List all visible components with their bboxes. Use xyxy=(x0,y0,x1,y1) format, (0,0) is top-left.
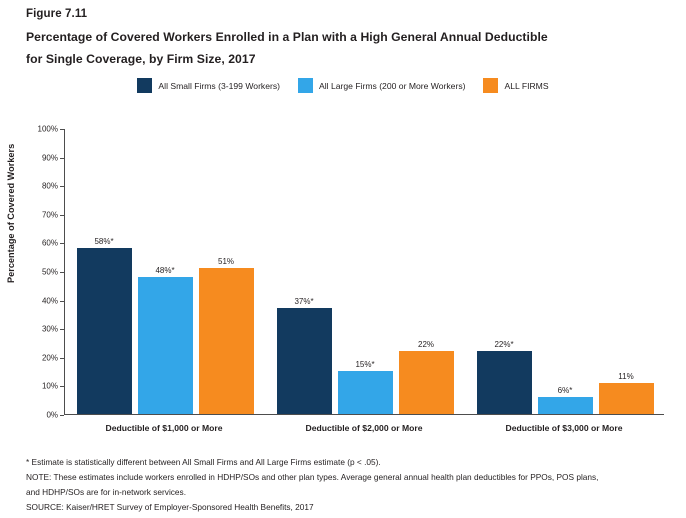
figure-notes xyxy=(26,455,666,515)
note-line-0: * Estimate is statistically different between All Small Firms and All Large Firms estimate (p < .05). xyxy=(26,457,381,467)
bar xyxy=(138,277,193,414)
bar-value-label: 48%* xyxy=(155,265,175,275)
bar xyxy=(338,371,393,414)
y-tick-mark xyxy=(60,186,64,187)
note-line-2: and HDHP/SOs are for in-network services. xyxy=(26,487,186,497)
bar-value-label: 22% xyxy=(417,340,435,350)
note-line-3: SOURCE: Kaiser/HRET Survey of Employer-Sponsored Health Benefits, 2017 xyxy=(26,502,314,512)
legend-swatch-large-firms xyxy=(298,78,313,93)
legend-label-all-firms: ALL FIRMS xyxy=(504,80,549,91)
figure-title-line-2: for Single Coverage, by Firm Size, 2017 xyxy=(26,52,256,66)
bar xyxy=(77,248,132,414)
y-tick-mark xyxy=(60,215,64,216)
legend-swatch-all-firms xyxy=(483,78,498,93)
bar xyxy=(477,351,532,414)
legend-item-all-firms xyxy=(483,78,548,93)
bar-value-label: 51% xyxy=(217,257,235,267)
y-tick-label: 20% xyxy=(41,353,58,363)
bar xyxy=(538,397,593,414)
y-tick-label: 80% xyxy=(41,181,58,191)
bar-value-label: 22%* xyxy=(494,340,514,350)
chart-legend xyxy=(0,78,686,93)
plot-canvas xyxy=(64,129,664,415)
y-tick-mark xyxy=(60,272,64,273)
y-tick-label: 90% xyxy=(41,153,58,163)
y-tick-mark xyxy=(60,415,64,416)
bar xyxy=(599,383,654,414)
bar-value-label: 15%* xyxy=(355,360,375,370)
bar-container xyxy=(65,129,664,414)
chart-plot-area xyxy=(0,105,686,435)
y-tick-label: 30% xyxy=(41,324,58,334)
y-tick-mark xyxy=(60,301,64,302)
x-axis-category-label: Deductible of $3,000 or More xyxy=(505,423,623,433)
y-tick-label: 10% xyxy=(41,381,58,391)
bar-value-label: 58%* xyxy=(94,237,114,247)
bar xyxy=(199,268,254,414)
legend-swatch-small-firms xyxy=(137,78,152,93)
legend-label-large-firms: All Large Firms (200 or More Workers) xyxy=(319,80,466,91)
y-tick-mark xyxy=(60,243,64,244)
axis-area xyxy=(37,124,664,433)
y-tick-label: 0% xyxy=(46,410,58,420)
y-tick-mark xyxy=(60,358,64,359)
figure-number: Figure 7.11 xyxy=(26,8,88,20)
y-tick-label: 50% xyxy=(41,267,58,277)
y-tick-label: 40% xyxy=(41,296,58,306)
bar xyxy=(277,308,332,414)
y-tick-mark xyxy=(60,386,64,387)
note-line-1: NOTE: These estimates include workers enrolled in HDHP/SOs and other plan types. Average general annual health plan deductibles for PPOs, POS plans, xyxy=(26,472,599,482)
y-tick-mark xyxy=(60,129,64,130)
figure-title-line-1: Percentage of Covered Workers Enrolled in a Plan with a High General Annual Deductible xyxy=(26,30,548,44)
y-tick-label: 70% xyxy=(41,210,58,220)
y-axis-label: Percentage of Covered Workers xyxy=(6,143,16,283)
x-axis-category-label: Deductible of $1,000 or More xyxy=(105,423,223,433)
y-tick-label: 60% xyxy=(41,238,58,248)
bar xyxy=(399,351,454,414)
y-tick-label: 100% xyxy=(37,124,58,134)
y-tick-mark xyxy=(60,329,64,330)
x-axis-category-label: Deductible of $2,000 or More xyxy=(305,423,423,433)
legend-item-small-firms xyxy=(137,78,280,93)
bar-value-label: 11% xyxy=(618,371,634,381)
y-tick-mark xyxy=(60,158,64,159)
legend-label-small-firms: All Small Firms (3-199 Workers) xyxy=(158,80,281,91)
bar-value-label: 6%* xyxy=(557,385,573,395)
bar-value-label: 37%* xyxy=(294,297,314,307)
legend-item-large-firms xyxy=(298,78,465,93)
